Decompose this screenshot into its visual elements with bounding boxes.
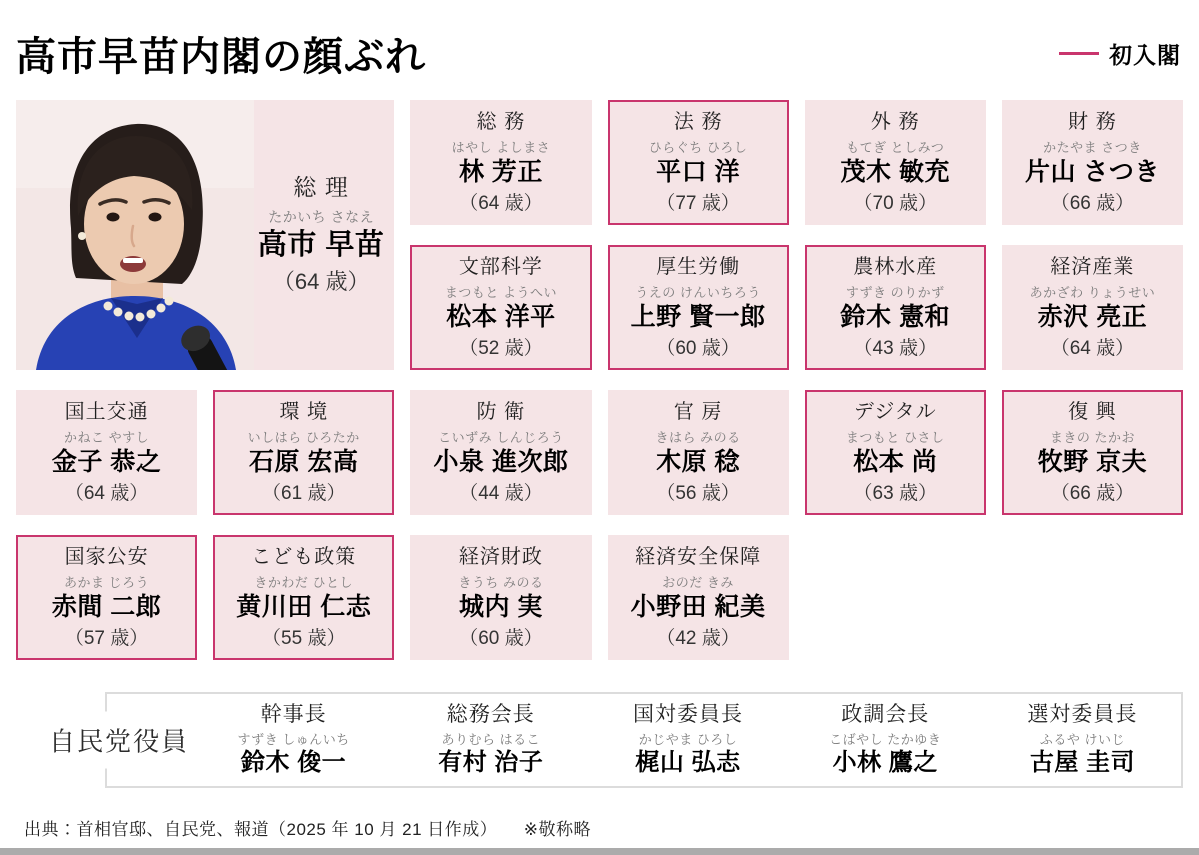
minister-kana: うえの けんいちろう (635, 284, 761, 300)
minister-card (410, 245, 591, 370)
minister-card (1002, 245, 1183, 370)
official-post: 選対委員長 (1027, 702, 1138, 726)
pm-photo (16, 100, 254, 370)
minister-name: 上野 賢一郎 (630, 302, 766, 331)
minister-post: 官 房 (673, 400, 723, 423)
first-entry-legend (1059, 37, 1181, 70)
minister-kana: もてぎ としみつ (846, 139, 945, 155)
party-official (589, 703, 786, 778)
official-name: 古屋 圭司 (1029, 748, 1135, 776)
minister-age: （56 歳） (656, 482, 740, 504)
official-post: 幹事長 (260, 702, 327, 726)
bottom-edge-bar (0, 848, 1199, 855)
minister-card (16, 535, 197, 660)
minister-kana: きかわだ ひとし (254, 574, 354, 590)
pm-card (16, 100, 394, 370)
page-title: 高市早苗内閣の顔ぶれ (16, 35, 426, 79)
minister-post: 厚生労働 (656, 255, 741, 278)
minister-post: 経済安全保障 (635, 545, 762, 568)
minister-post: 財 務 (1068, 110, 1117, 133)
minister-name: 牧野 京夫 (1037, 447, 1148, 476)
minister-name: 松本 洋平 (446, 302, 556, 331)
official-name: 鈴木 俊一 (241, 748, 347, 776)
minister-card (213, 390, 394, 515)
minister-name: 小泉 進次郎 (433, 447, 569, 476)
minister-age: （66 歳） (1050, 482, 1135, 504)
party-official (984, 703, 1181, 778)
official-kana: ふるや けいじ (1039, 731, 1125, 747)
official-kana: こばやし たかゆき (829, 731, 942, 747)
minister-name: 赤沢 亮正 (1037, 302, 1148, 331)
minister-age: （60 歳） (656, 337, 740, 359)
minister-age: （42 歳） (656, 627, 740, 649)
minister-card (608, 535, 789, 660)
party-official (195, 703, 392, 778)
minister-name: 石原 宏高 (249, 447, 359, 476)
party-official (392, 703, 589, 778)
minister-name: 木原 稔 (656, 447, 741, 476)
source-note: 出典：首相官邸、自民党、報道（2025 年 10 月 21 日作成） ※敬称略 (24, 820, 591, 839)
minister-card (608, 245, 789, 370)
minister-kana: きはら みのる (655, 429, 741, 445)
minister-name: 黄川田 仁志 (236, 592, 372, 621)
minister-card (410, 100, 591, 225)
pm-post: 総 理 (293, 174, 349, 201)
minister-kana: かたやま さつき (1043, 139, 1142, 155)
minister-kana: こいずみ しんじろう (438, 429, 564, 445)
minister-card (410, 390, 591, 515)
minister-post: 経済財政 (458, 545, 543, 568)
minister-kana: かねこ やすし (64, 429, 150, 445)
minister-card (608, 100, 789, 225)
footer (16, 815, 1183, 840)
pm-portrait-illustration (16, 100, 254, 370)
legend-line-swatch (1059, 52, 1099, 55)
official-post: 政調会長 (841, 702, 930, 726)
minister-card (1002, 390, 1183, 515)
minister-age: （52 歳） (459, 337, 543, 359)
minister-kana: まつもと ようへい (444, 284, 557, 300)
minister-post: 復 興 (1068, 400, 1117, 423)
pm-info (254, 100, 394, 370)
minister-age: （66 歳） (1050, 192, 1135, 214)
minister-age: （43 歳） (853, 337, 937, 359)
pm-age: （64 歳） (272, 268, 370, 294)
minister-kana: きうち みのる (458, 574, 544, 590)
official-name: 小林 鷹之 (832, 748, 938, 776)
minister-kana: すずき のりかず (845, 284, 945, 300)
minister-name: 小野田 紀美 (630, 592, 766, 621)
party-label: 自民党役員 (45, 712, 193, 769)
minister-name: 城内 実 (458, 592, 543, 621)
minister-post: 経済産業 (1050, 255, 1135, 278)
official-name: 有村 治子 (438, 748, 544, 776)
official-post: 国対委員長 (633, 702, 743, 726)
minister-post: 防 衛 (476, 400, 526, 423)
minister-name: 赤間 二郎 (51, 592, 162, 621)
minister-age: （77 歳） (656, 192, 740, 214)
minister-kana: あかざわ りょうせい (1029, 284, 1156, 300)
cabinet-grid (16, 100, 1183, 660)
minister-card (805, 100, 986, 225)
official-name: 梶山 弘志 (635, 748, 741, 776)
party-officials-row (195, 703, 1181, 778)
minister-card (608, 390, 789, 515)
minister-post: 外 務 (870, 110, 920, 133)
minister-age: （60 歳） (459, 627, 543, 649)
minister-name: 茂木 敏充 (840, 157, 950, 186)
minister-post: 法 務 (673, 110, 723, 133)
minister-card (805, 390, 986, 515)
minister-post: 国家公安 (64, 545, 149, 568)
minister-kana: あかま じろう (64, 574, 150, 590)
minister-card (805, 245, 986, 370)
minister-age: （61 歳） (262, 482, 346, 504)
minister-age: （44 歳） (459, 482, 543, 504)
minister-name: 平口 洋 (656, 157, 741, 186)
minister-name: 片山 さつき (1024, 157, 1160, 186)
minister-age: （63 歳） (853, 482, 937, 504)
minister-age: （55 歳） (262, 627, 346, 649)
party-official (787, 703, 984, 778)
pm-name: 高市 早苗 (257, 228, 385, 261)
minister-kana: おのだ きみ (662, 574, 734, 590)
pm-kana: たかいち さなえ (268, 208, 375, 225)
legend-label: 初入閣 (1109, 42, 1181, 68)
minister-age: （64 歳） (64, 482, 149, 504)
header (16, 0, 1183, 80)
minister-age: （70 歳） (853, 192, 937, 214)
official-kana: ありむら はるこ (441, 731, 541, 747)
official-kana: かじやま ひろし (638, 731, 738, 747)
minister-post: デジタル (853, 400, 937, 423)
party-officials-box (49, 692, 1183, 788)
minister-kana: まつもと ひさし (845, 429, 945, 445)
minister-age: （57 歳） (64, 627, 149, 649)
minister-name: 鈴木 憲和 (840, 302, 950, 331)
minister-age: （64 歳） (1050, 337, 1135, 359)
minister-kana: ひらぐち ひろし (648, 139, 748, 155)
minister-post: 文部科学 (458, 255, 543, 278)
minister-post: 総 務 (476, 110, 526, 133)
minister-card (213, 535, 394, 660)
minister-name: 松本 尚 (853, 447, 938, 476)
minister-card (1002, 100, 1183, 225)
minister-age: （64 歳） (459, 192, 543, 214)
minister-post: 環 境 (279, 400, 329, 423)
minister-name: 金子 恭之 (51, 447, 162, 476)
minister-kana: はやし よしまさ (451, 139, 551, 155)
minister-name: 林 芳正 (458, 157, 543, 186)
minister-post: こども政策 (251, 545, 357, 568)
minister-post: 国土交通 (64, 400, 149, 423)
official-kana: すずき しゅんいち (237, 731, 350, 747)
official-post: 総務会長 (446, 702, 535, 726)
minister-card (16, 390, 197, 515)
minister-card (410, 535, 591, 660)
minister-kana: まきの たかお (1049, 429, 1135, 445)
minister-post: 農林水産 (853, 255, 938, 278)
minister-kana: いしはら ひろたか (247, 429, 360, 445)
